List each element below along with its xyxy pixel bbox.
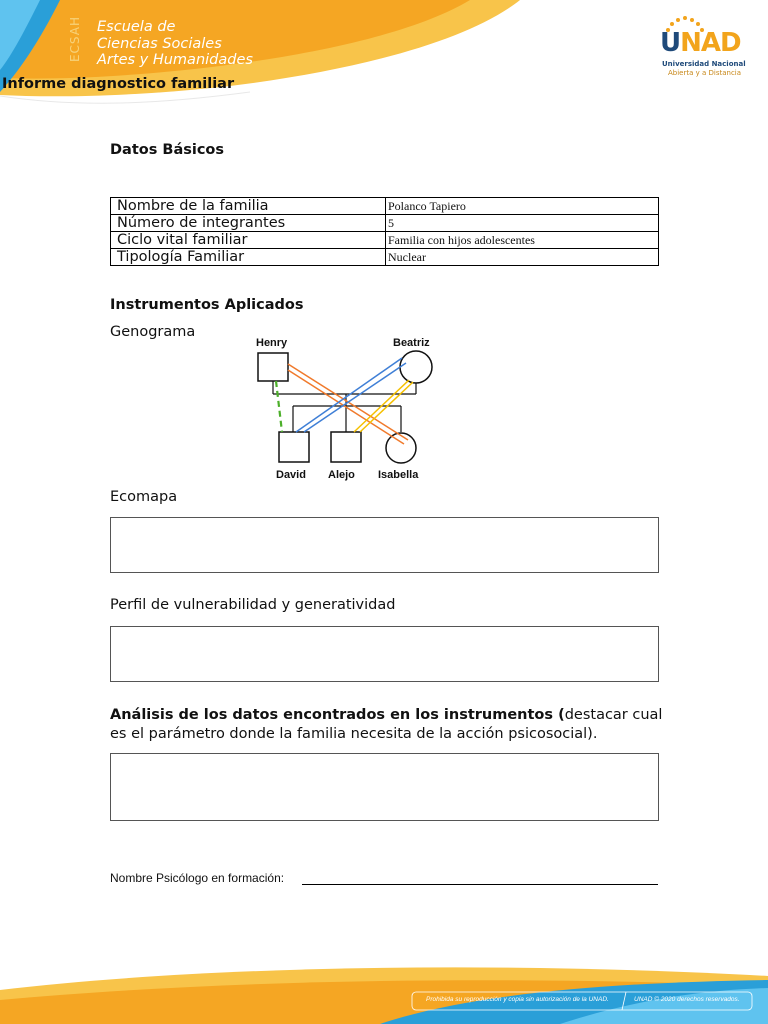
profile-label: Perfil de vulnerabilidad y generatividad <box>110 597 396 613</box>
signature-line[interactable] <box>302 884 658 885</box>
family-name-label: Nombre de la familia <box>111 198 386 215</box>
mother-circle <box>400 351 432 383</box>
family-typology-label: Tipología Familiar <box>111 249 386 266</box>
ecomap-label: Ecomapa <box>110 489 178 505</box>
psychologist-label: Nombre Psicólogo en formación: <box>110 871 285 885</box>
university-tagline: Abierta y a Distancia <box>668 69 742 77</box>
father-square <box>258 353 288 381</box>
instruments-title: Instrumentos Aplicados <box>110 297 304 313</box>
school-name-line1: Escuela de <box>97 19 176 35</box>
member-count-value: 5 <box>386 215 659 232</box>
university-name: Universidad Nacional <box>662 60 746 68</box>
child-alejo-square <box>331 432 361 462</box>
basic-data-table <box>110 197 659 266</box>
analysis-normal-text: destacar cual es el parámetro donde la familia necesita de la acción psicosocial). <box>110 707 663 742</box>
school-name-line3: Artes y Humanidades <box>97 52 253 68</box>
family-typology-value: Nuclear <box>386 249 659 266</box>
genogram-label: Genograma <box>110 324 196 340</box>
footer-notice: Prohibida su reproducción y copia sin autorización de la UNAD. <box>426 996 609 1003</box>
document-title: Informe diagnostico familiar <box>2 76 235 92</box>
genogram-child2-name: Alejo <box>328 469 355 481</box>
analysis-heading <box>110 706 670 744</box>
life-cycle-value: Familia con hijos adolescentes <box>386 232 659 249</box>
table-row <box>111 215 659 232</box>
profile-box[interactable] <box>110 626 659 682</box>
analysis-bold-text: Análisis de los datos encontrados en los instrumentos ( <box>110 707 565 723</box>
table-row <box>111 198 659 215</box>
child-isabella-circle <box>386 433 416 463</box>
member-count-label: Número de integrantes <box>111 215 386 232</box>
child-david-square <box>279 432 309 462</box>
genogram-father-name: Henry <box>256 337 288 349</box>
unad-logo <box>660 16 744 78</box>
table-row <box>111 232 659 249</box>
unad-letters-nad: NAD <box>680 28 741 58</box>
genogram-child1-name: David <box>276 469 306 481</box>
school-name-line2: Ciencias Sociales <box>97 36 222 52</box>
ecomap-box[interactable] <box>110 517 659 573</box>
family-name-value: Polanco Tapiero <box>386 198 659 215</box>
footer-copyright: UNAD © 2020 derechos reservados. <box>634 996 740 1003</box>
footer-banner <box>0 962 768 1024</box>
table-row <box>111 249 659 266</box>
school-tag: ECSAH <box>68 15 83 63</box>
analysis-box[interactable] <box>110 753 659 821</box>
genogram-mother-name: Beatriz <box>393 337 430 349</box>
genogram-child3-name: Isabella <box>378 469 419 481</box>
genogram-diagram <box>246 328 440 482</box>
unad-letter-u: U <box>660 28 681 58</box>
basic-data-title: Datos Básicos <box>110 142 225 158</box>
life-cycle-label: Ciclo vital familiar <box>111 232 386 249</box>
